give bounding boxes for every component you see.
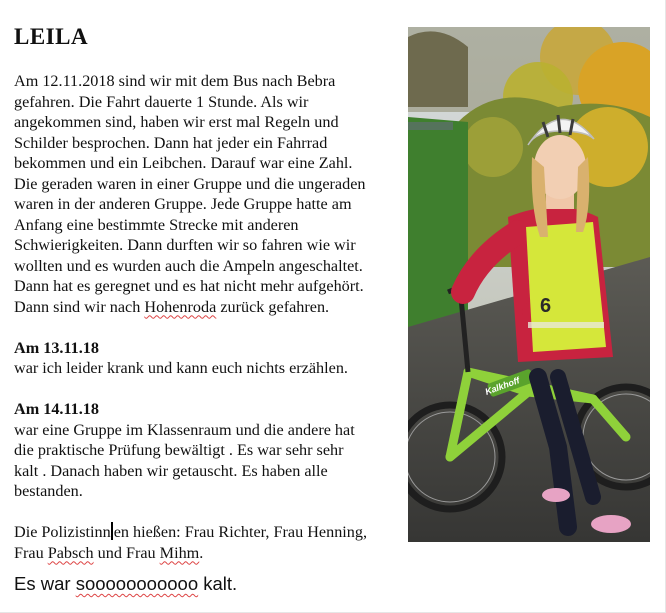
text-line: war ich leider krank und kann euch nichts erzählen.	[14, 359, 348, 377]
text-line: Schwierigkeiten. Dann durften wir so fahren wie wir	[14, 236, 356, 254]
text-line: gefahren. Die Fahrt dauerte 1 Stunde. Als wir	[14, 92, 309, 111]
date-heading: Am 13.11.18	[14, 338, 99, 357]
paragraph-police	[14, 522, 402, 563]
text-line: Die Polizistinn	[14, 523, 111, 541]
text-line: Frau	[14, 543, 48, 562]
text-line: und Frau	[93, 543, 160, 562]
text-line: kalt . Danach haben wir getauscht. Es haben alle	[14, 461, 328, 480]
text-column	[14, 71, 402, 563]
shoe	[591, 515, 631, 533]
vest-number: 6	[540, 295, 552, 317]
text-line: die praktische Prüfung bewältigt . Es war sehr sehr	[14, 441, 344, 459]
paragraph-day3	[14, 399, 402, 502]
text-line: angekommen sind, haben wir erst mal Regeln und	[14, 113, 339, 131]
paragraph-day2	[14, 338, 402, 379]
text-line: waren in der anderen Gruppe. Jede Gruppe hatte am	[14, 195, 352, 213]
text-line: Schilder besprochen. Dann hat jeder ein Fahrrad	[14, 133, 328, 152]
text-line: bekommen und ein Leibchen. Darauf war eine Zahl.	[14, 154, 353, 172]
photo-girl-on-bicycle	[408, 27, 650, 542]
closing-text: Es war	[14, 573, 76, 594]
text-line: wollten und es wurden auch die Ampeln angeschaltet.	[14, 256, 363, 275]
safety-vest	[526, 222, 606, 352]
closing-text: kalt.	[198, 573, 238, 594]
text-line: war eine Gruppe im Klassenraum und die andere hat	[14, 420, 355, 439]
text-line: Die geraden waren in einer Gruppe und die ungeraden	[14, 174, 366, 193]
photo-illustration	[408, 27, 650, 542]
text-line: Dann hat es geregnet und es hat nicht mehr aufgehört.	[14, 277, 364, 295]
document-title: LEILA	[14, 24, 89, 49]
text-line: Anfang eine bestimmte Strecke mit anderen	[14, 215, 299, 234]
text-line: Dann sind wir nach	[14, 297, 145, 316]
text-line: bestanden.	[14, 482, 83, 500]
text-line: zurück gefahren.	[216, 297, 330, 316]
paragraph-day1	[14, 71, 402, 317]
bike-brand-label: Kalkhoff	[483, 375, 521, 397]
closing-line	[14, 573, 237, 595]
misspelled-word[interactable]: Pabsch	[47, 543, 94, 562]
misspelled-word[interactable]: Hohenroda	[144, 297, 217, 316]
text-line: Am 12.11.2018 sind wir mit dem Bus nach Bebra	[14, 72, 336, 90]
misspelled-word[interactable]: sooooooooooo	[75, 573, 199, 594]
text-line: en hießen: Frau Richter, Frau Henning,	[113, 523, 368, 541]
text-line: .	[199, 543, 204, 562]
misspelled-word[interactable]: Mihm	[159, 543, 200, 562]
text-cursor	[111, 522, 113, 540]
date-heading: Am 14.11.18	[14, 400, 99, 418]
